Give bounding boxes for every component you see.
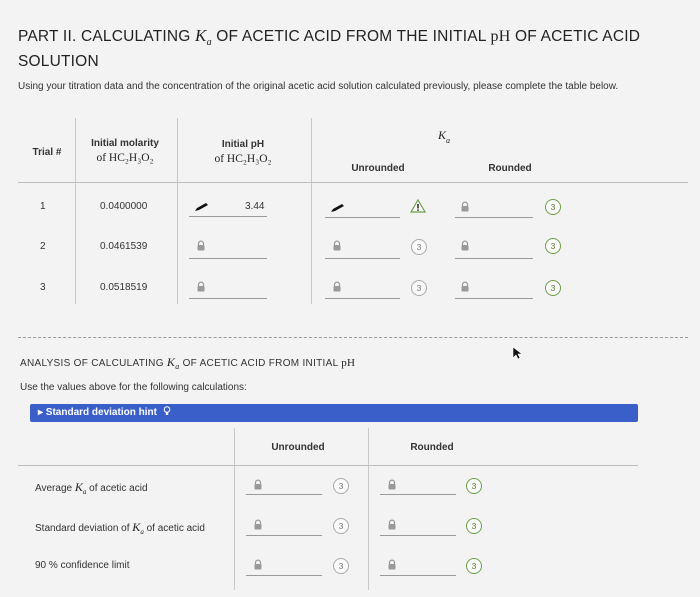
- attempts-badge[interactable]: 3: [545, 238, 561, 254]
- lock-icon: [252, 519, 264, 531]
- average-ka-label: [35, 480, 148, 496]
- ka-rounded-input-3[interactable]: [455, 298, 533, 299]
- average-ka-rounded-input[interactable]: [380, 494, 456, 495]
- ph-input-1[interactable]: 3.44: [245, 201, 265, 212]
- trial-1: 1: [40, 201, 46, 212]
- attempts-badge[interactable]: 3: [545, 280, 561, 296]
- table-header-divider: [18, 182, 688, 183]
- analysis-instruction: Use the values above for the following calculations:: [20, 382, 247, 393]
- molarity-2: 0.0461539: [100, 241, 148, 252]
- analysis-title-k: K: [166, 355, 176, 369]
- attempts-badge[interactable]: 3: [466, 518, 482, 534]
- lock-icon: [459, 281, 471, 293]
- attempts-badge[interactable]: 3: [411, 280, 427, 296]
- analysis-title-k-subscript: a: [175, 362, 180, 371]
- title-k-subscript: a: [206, 37, 212, 49]
- average-ka-unrounded-input[interactable]: [246, 494, 322, 495]
- ph-input-underline: [189, 216, 267, 217]
- header-ka-subscript: a: [446, 136, 451, 146]
- title-text: OF ACETIC ACID: [510, 28, 641, 45]
- lock-icon: [195, 281, 207, 293]
- lock-icon: [331, 240, 343, 252]
- part-title: [18, 26, 678, 71]
- lock-icon: [386, 519, 398, 531]
- attempts-badge[interactable]: 3: [333, 558, 349, 574]
- header-molarity-line2: of HC₂H₃O₂: [96, 152, 154, 164]
- analysis-title-text: ANALYSIS OF CALCULATING: [20, 358, 167, 369]
- attempts-badge[interactable]: 3: [333, 518, 349, 534]
- cursor-icon: [512, 346, 524, 360]
- analysis-header-unrounded: Unrounded: [271, 442, 325, 453]
- warning-icon[interactable]: [410, 199, 426, 213]
- analysis-header-divider: [18, 465, 638, 466]
- ka-unrounded-input-2[interactable]: [325, 258, 400, 259]
- hint-label: ▸ Standard deviation hint: [38, 407, 157, 418]
- label-text: of acetic acid: [143, 523, 205, 534]
- lock-icon: [195, 240, 207, 252]
- ka-rounded-input-2[interactable]: [455, 258, 533, 259]
- confidence-rounded-input[interactable]: [380, 575, 456, 576]
- header-trial: Trial #: [32, 147, 62, 158]
- lock-icon: [331, 281, 343, 293]
- header-ph: [196, 138, 290, 166]
- std-dev-rounded-input[interactable]: [380, 535, 456, 536]
- ph-input-2[interactable]: [189, 258, 267, 259]
- label-text: of acetic acid: [86, 483, 148, 494]
- ka-unrounded-input-3[interactable]: [325, 298, 400, 299]
- header-ph-line1: Initial pH: [221, 139, 265, 150]
- label-k-subscript: a: [140, 528, 144, 536]
- lock-icon: [459, 240, 471, 252]
- header-ka-symbol: K: [438, 128, 447, 142]
- attempts-badge[interactable]: 3: [466, 558, 482, 574]
- table-divider: [311, 118, 312, 304]
- attempts-badge[interactable]: 3: [545, 199, 561, 215]
- analysis-title: [20, 355, 355, 371]
- label-k-subscript: a: [82, 488, 87, 496]
- attempts-badge[interactable]: 3: [411, 239, 427, 255]
- table-divider: [234, 428, 235, 590]
- molarity-3: 0.0518519: [100, 282, 148, 293]
- title-ph: pH: [490, 28, 511, 45]
- std-dev-ka-label: [35, 520, 205, 536]
- ka-rounded-input-1[interactable]: [455, 217, 533, 218]
- header-rounded: Rounded: [488, 163, 532, 174]
- ph-input-3[interactable]: [189, 298, 267, 299]
- pencil-icon: [330, 203, 346, 213]
- lock-icon: [386, 479, 398, 491]
- header-unrounded: Unrounded: [351, 163, 405, 174]
- label-k: K: [132, 520, 141, 534]
- lock-icon: [459, 201, 471, 213]
- analysis-header-rounded: Rounded: [410, 442, 454, 453]
- std-dev-unrounded-input[interactable]: [246, 535, 322, 536]
- standard-deviation-hint[interactable]: [30, 404, 638, 422]
- title-text: SOLUTION: [18, 53, 99, 71]
- trial-2: 2: [40, 241, 46, 252]
- trial-3: 3: [40, 282, 46, 293]
- lock-icon: [386, 559, 398, 571]
- analysis-title-text: OF ACETIC ACID FROM INITIAL: [179, 358, 342, 369]
- attempts-badge[interactable]: 3: [333, 478, 349, 494]
- table-divider: [177, 118, 178, 304]
- table-divider: [75, 118, 76, 304]
- analysis-title-ph: pH: [341, 357, 356, 369]
- label-text: Standard deviation of: [35, 523, 133, 534]
- table-divider: [368, 428, 369, 590]
- intro-text: Using your titration data and the concentration of the original acetic acid solution calculated previously, please complete the table below.: [18, 81, 619, 92]
- lightbulb-icon: [163, 406, 171, 416]
- section-divider: [18, 337, 688, 338]
- header-ph-line2: of HC₂H₃O₂: [214, 153, 272, 165]
- header-molarity: [80, 137, 170, 165]
- confidence-limit-label: 90 % confidence limit: [35, 560, 130, 571]
- molarity-1: 0.0400000: [100, 201, 148, 212]
- confidence-unrounded-input[interactable]: [246, 575, 322, 576]
- label-k: K: [74, 480, 83, 494]
- title-text: PART II. CALCULATING: [18, 28, 196, 45]
- ka-unrounded-input-1[interactable]: [325, 217, 400, 218]
- lock-icon: [252, 559, 264, 571]
- title-text: OF ACETIC ACID FROM THE INITIAL: [211, 28, 491, 45]
- attempts-badge[interactable]: 3: [466, 478, 482, 494]
- label-text: Average: [35, 483, 75, 494]
- header-ka: [438, 126, 450, 145]
- title-k-symbol: K: [195, 26, 207, 45]
- pencil-icon: [194, 202, 210, 212]
- header-molarity-line1: Initial molarity: [91, 138, 159, 149]
- lock-icon: [252, 479, 264, 491]
